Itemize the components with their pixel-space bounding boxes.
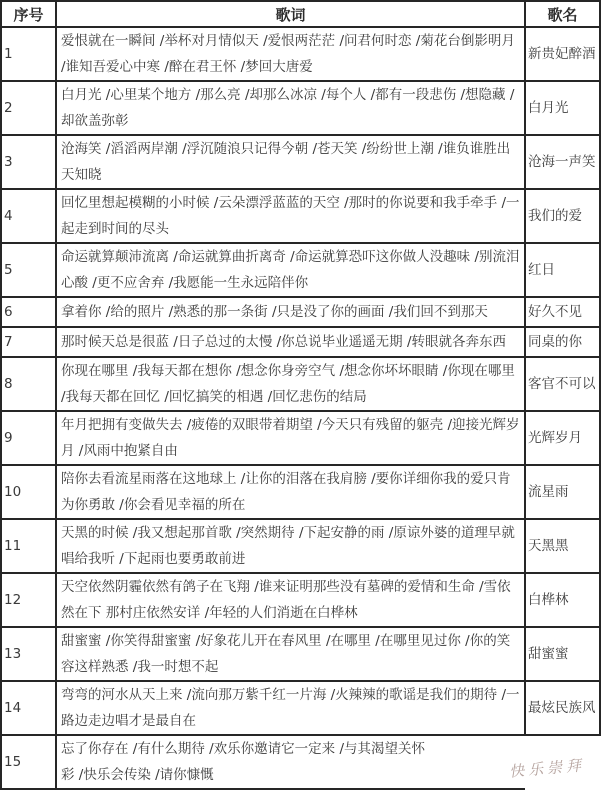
- table-row: [1, 573, 600, 627]
- table-row: [1, 297, 600, 327]
- lyrics-text: 天黑的时候 /我又想起那首歌 /突然期待 /下起安静的雨 /原谅外婆的道理早就唱给我听 /下起雨也要勇敢前进: [61, 525, 515, 567]
- lyrics-text: 沧海笑 /滔滔两岸潮 /浮沉随浪只记得今朝 /苍天笑 /纷纷世上潮 /谁负谁胜出天知晓: [61, 141, 511, 183]
- row-index-label: 13: [4, 646, 22, 662]
- song-name-cell: 新贵妃醉酒: [525, 27, 600, 81]
- row-index: [1, 81, 56, 135]
- row-index: [1, 627, 56, 681]
- table-row: [1, 327, 600, 357]
- lyrics-cell: [56, 327, 525, 357]
- table-row: [1, 627, 600, 681]
- header-song: 歌名: [525, 1, 600, 27]
- lyrics-text: 爱恨就在一瞬间 /举杯对月情似天 /爱恨两茫茫 /问君何时恋 /菊花台倒影明月 /谁知吾爱心中寒 /醉在君王怀 /梦回大唐爱: [61, 33, 515, 75]
- row-index: [1, 357, 56, 411]
- table-row: [1, 27, 600, 81]
- lyrics-text: 命运就算颠沛流离 /命运就算曲折离奇 /命运就算恐吓这你做人没趣味 /别流泪心酸 /更不应舍弃 /我愿能一生永远陪伴你: [61, 249, 520, 291]
- lyrics-text-continued: 彩 /快乐会传染 /请你慷慨: [61, 767, 214, 783]
- lyrics-cell: [56, 27, 525, 81]
- row-index-label: 11: [4, 538, 22, 554]
- row-index: [1, 411, 56, 465]
- song-name-cell: 流星雨: [525, 465, 600, 519]
- row-index: [1, 735, 56, 789]
- lyrics-cell: [56, 681, 525, 735]
- lyrics-text: 回忆里想起模糊的小时候 /云朵漂浮蓝蓝的天空 /那时的你说要和我手牵手 /一起走到时间的尽头: [61, 195, 520, 237]
- lyrics-cell: [56, 243, 525, 297]
- watermark: 快乐崇拜: [508, 756, 586, 781]
- row-index: [1, 327, 56, 357]
- row-index: [1, 189, 56, 243]
- lyrics-text: 甜蜜蜜 /你笑得甜蜜蜜 /好象花儿开在春风里 /在哪里 /在哪里见过你 /你的笑容这样熟悉 /我一时想不起: [61, 633, 511, 675]
- song-name-cell: 客官不可以: [525, 357, 600, 411]
- row-index-label: 1: [4, 46, 13, 62]
- lyrics-text: 年月把拥有变做失去 /疲倦的双眼带着期望 /今天只有残留的躯壳 /迎接光辉岁月 /风雨中抱紧自由: [61, 417, 520, 459]
- table-row: [1, 243, 600, 297]
- row-index: [1, 27, 56, 81]
- lyrics-cell: [56, 519, 525, 573]
- row-index-label: 2: [4, 100, 13, 116]
- song-name-cell: 我们的爱: [525, 189, 600, 243]
- song-name-cell: 好久不见: [525, 297, 600, 327]
- lyrics-cell: [56, 189, 525, 243]
- song-name-cell: 甜蜜蜜: [525, 627, 600, 681]
- song-name-cell: 白桦林: [525, 573, 600, 627]
- lyrics-cell: [56, 81, 525, 135]
- row-index-label: 3: [4, 154, 13, 170]
- row-index-label: 14: [4, 700, 22, 716]
- header-index: 序号: [1, 1, 56, 27]
- song-name-cell: 白月光: [525, 81, 600, 135]
- row-index: [1, 297, 56, 327]
- row-index-label: 12: [4, 592, 22, 608]
- lyrics-text: 陪你去看流星雨落在这地球上 /让你的泪落在我肩膀 /要你详细你我的爱只肯为你勇敢 /你会看见幸福的所在: [61, 471, 511, 513]
- table-row: [1, 135, 600, 189]
- row-index-label: 5: [4, 262, 13, 278]
- lyrics-cell: [56, 627, 525, 681]
- lyrics-cell: [56, 135, 525, 189]
- table-row: [1, 519, 600, 573]
- song-name-cell: 沧海一声笑: [525, 135, 600, 189]
- lyrics-cell: [56, 735, 525, 789]
- row-index-label: 15: [4, 754, 22, 770]
- lyrics-cell: [56, 573, 525, 627]
- song-name-cell: 红日: [525, 243, 600, 297]
- lyrics-cell: [56, 411, 525, 465]
- lyrics-text: 那时候天总是很蓝 /日子总过的太慢 /你总说毕业遥遥无期 /转眼就各奔东西: [61, 334, 507, 350]
- table-row: [1, 465, 600, 519]
- row-index-label: 8: [4, 376, 13, 392]
- table-row: [1, 189, 600, 243]
- row-index: [1, 135, 56, 189]
- header-row: [1, 1, 600, 27]
- table-row: [1, 81, 600, 135]
- row-index-label: 10: [4, 484, 22, 500]
- lyrics-text: 你现在哪里 /我每天都在想你 /想念你身旁空气 /想念你坏坏眼睛 /你现在哪里 /我每天都在回忆 /回忆搞笑的相遇 /回忆悲伤的结局: [61, 363, 515, 405]
- row-index-label: 7: [4, 334, 13, 350]
- lyrics-text: 天空依然阴霾依然有鸽子在飞翔 /谁来证明那些没有墓碑的爱情和生命 /雪依然在下 那村庄依然安详 /年轻的人们消逝在白桦林: [61, 579, 511, 621]
- table-row: [1, 411, 600, 465]
- lyrics-text: 拿着你 /给的照片 /熟悉的那一条街 /只是没了你的画面 /我们回不到那天: [61, 304, 488, 320]
- row-index: [1, 573, 56, 627]
- row-index: [1, 519, 56, 573]
- table-row: [1, 681, 600, 735]
- row-index-label: 9: [4, 430, 13, 446]
- song-name-cell: 同桌的你: [525, 327, 600, 357]
- row-index: [1, 465, 56, 519]
- header-lyrics: 歌词: [56, 1, 525, 27]
- lyrics-text: 忘了你存在 /有什么期待 /欢乐你邀请它一定来 /与其渴望关怀: [61, 741, 426, 757]
- lyrics-text: 弯弯的河水从天上来 /流向那万紫千红一片海 /火辣辣的歌谣是我们的期待 /一路边走边唱才是最自在: [61, 687, 520, 729]
- song-name-cell: 最炫民族风: [525, 681, 600, 735]
- song-name-cell: 天黑黑: [525, 519, 600, 573]
- lyrics-cell: [56, 297, 525, 327]
- row-index: [1, 681, 56, 735]
- row-index-label: 6: [4, 304, 13, 320]
- lyrics-cell: [56, 465, 525, 519]
- row-index-label: 4: [4, 208, 13, 224]
- table-row: [1, 357, 600, 411]
- row-index: [1, 243, 56, 297]
- song-name-cell: 光辉岁月: [525, 411, 600, 465]
- lyrics-text: 白月光 /心里某个地方 /那么亮 /却那么冰凉 /每个人 /都有一段悲伤 /想隐藏 /却欲盖弥彰: [61, 87, 515, 129]
- lyrics-cell: [56, 357, 525, 411]
